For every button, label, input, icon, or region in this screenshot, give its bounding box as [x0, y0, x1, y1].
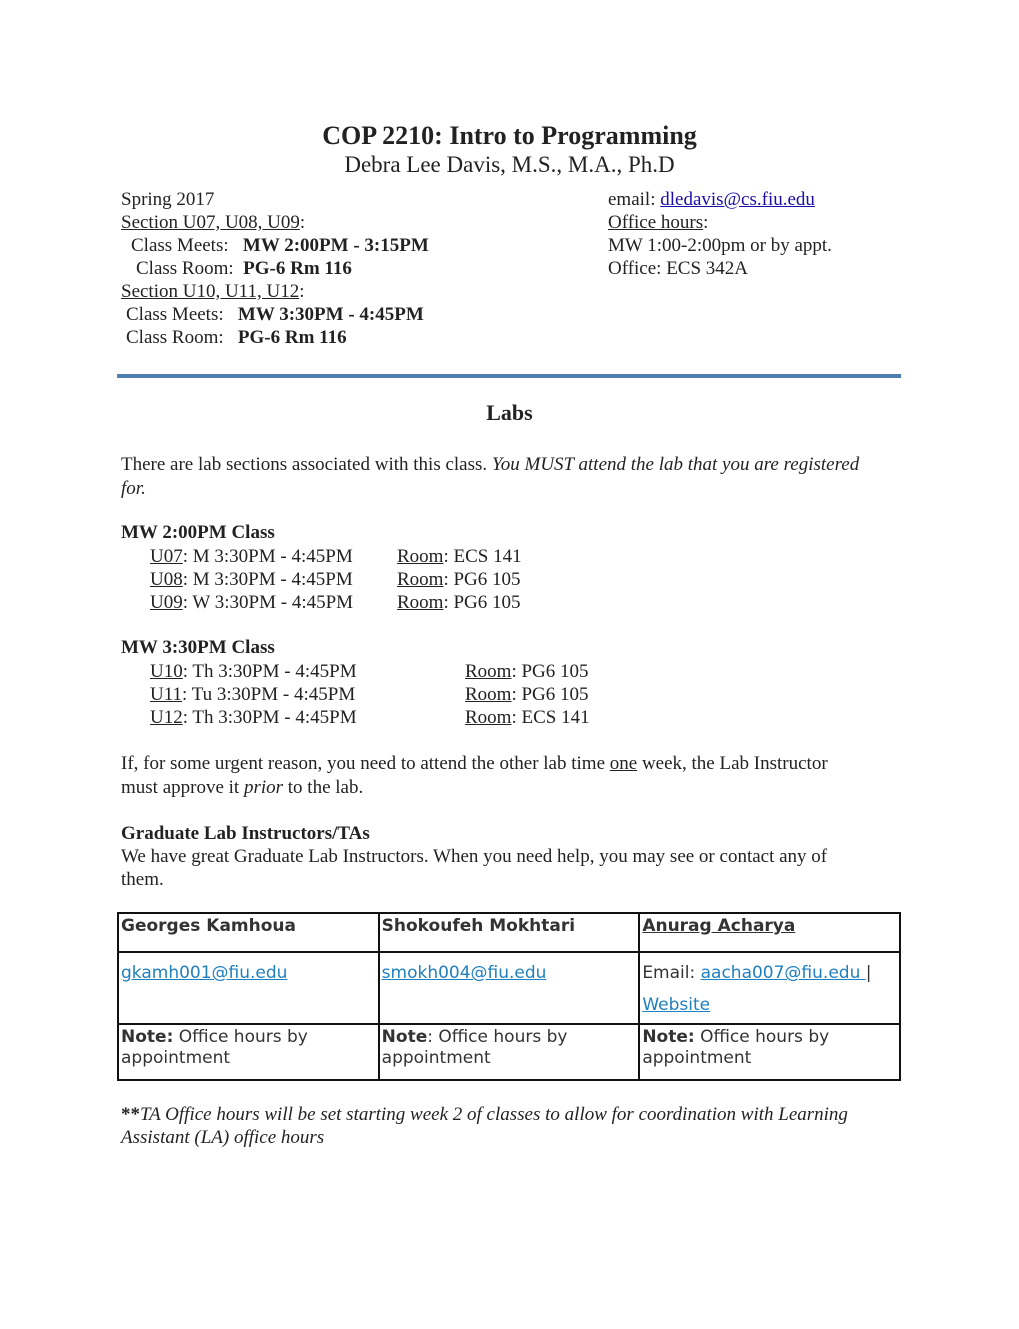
- lab-room: Room: PG6 105: [397, 592, 521, 613]
- ta-note: Note: Office hours by appointment: [639, 1024, 900, 1080]
- ta-intro-line2: them.: [121, 869, 164, 890]
- section-label-2: Section U10, U11, U12:: [121, 281, 305, 302]
- lab-row: U10: Th 3:30PM - 4:45PM: [150, 661, 357, 682]
- ta-email-link[interactable]: aacha007@fiu.edu: [700, 963, 866, 983]
- horizontal-divider: [117, 374, 901, 378]
- lab-room: Room: PG6 105: [397, 569, 521, 590]
- lab-row: U09: W 3:30PM - 4:45PM: [150, 592, 354, 613]
- labs-intro-line1: There are lab sections associated with this class. You MUST attend the lab that you are registered: [121, 454, 860, 475]
- ta-table: [117, 912, 901, 1081]
- lab-row: U12: Th 3:30PM - 4:45PM: [150, 707, 357, 728]
- ta-email-link[interactable]: gkamh001@fiu.edu: [121, 963, 288, 983]
- urgent-line1: If, for some urgent reason, you need to attend the other lab time one week, the Lab Instructor: [121, 753, 828, 774]
- ta-email-cell: [118, 952, 379, 1024]
- ta-note: Note: Office hours by appointment: [379, 1024, 640, 1080]
- lab-row: U11: Tu 3:30PM - 4:45PM: [150, 684, 356, 705]
- instructor-name: Debra Lee Davis, M.S., M.A., Ph.D: [344, 152, 675, 177]
- class-meets-1: Class Meets: MW 2:00PM - 3:15PM: [131, 235, 429, 256]
- labs-intro-line2: for.: [121, 478, 146, 499]
- ta-footnote-line1: **TA Office hours will be set starting week 2 of classes to allow for coordination with Learning: [121, 1104, 848, 1125]
- ta-heading: Graduate Lab Instructors/TAs: [121, 823, 370, 844]
- class-room-2: Class Room: PG-6 Rm 116: [126, 327, 347, 348]
- office-location: Office: ECS 342A: [608, 258, 749, 279]
- table-row: [118, 1024, 900, 1080]
- lab-class-heading-1: MW 2:00PM Class: [121, 522, 275, 543]
- table-row: [118, 913, 900, 952]
- section-label-1: Section U07, U08, U09:: [121, 212, 306, 233]
- ta-email-link[interactable]: smokh004@fiu.edu: [381, 963, 547, 983]
- table-row: [118, 952, 900, 1024]
- lab-class-heading-2: MW 3:30PM Class: [121, 637, 275, 658]
- lab-room: Room: PG6 105: [465, 684, 589, 705]
- lab-row: U08: M 3:30PM - 4:45PM: [150, 569, 353, 590]
- ta-website-link[interactable]: Website: [642, 995, 711, 1015]
- urgent-line2: must approve it prior to the lab.: [121, 777, 364, 798]
- class-room-1: Class Room: PG-6 Rm 116: [136, 258, 352, 279]
- lab-room: Room: ECS 141: [397, 546, 522, 567]
- ta-note: Note: Office hours by appointment: [118, 1024, 379, 1080]
- ta-email-cell: [379, 952, 640, 1024]
- instructor-email-link[interactable]: dledavis@cs.fiu.edu: [660, 189, 815, 210]
- ta-intro-line1: We have great Graduate Lab Instructors. When you need help, you may see or contact any of: [121, 846, 828, 867]
- term: Spring 2017: [121, 189, 215, 210]
- lab-row: U07: M 3:30PM - 4:45PM: [150, 546, 353, 567]
- document-title: COP 2210: Intro to Programming: [322, 121, 697, 150]
- ta-footnote-line2: Assistant (LA) office hours: [121, 1127, 325, 1148]
- office-hours: MW 1:00-2:00pm or by appt.: [608, 235, 832, 256]
- ta-name: Shokoufeh Mokhtari: [379, 913, 640, 952]
- ta-name: Georges Kamhoua: [118, 913, 379, 952]
- lab-room: Room: PG6 105: [465, 661, 589, 682]
- office-hours-label: Office hours:: [608, 212, 709, 233]
- lab-room: Room: ECS 141: [465, 707, 590, 728]
- ta-email-cell: Email: aacha007@fiu.edu | Website: [639, 952, 900, 1024]
- email-line: email: dledavis@cs.fiu.edu: [608, 189, 815, 210]
- ta-name: Anurag Acharya: [639, 913, 900, 952]
- labs-heading: Labs: [486, 400, 533, 425]
- class-meets-2: Class Meets: MW 3:30PM - 4:45PM: [126, 304, 424, 325]
